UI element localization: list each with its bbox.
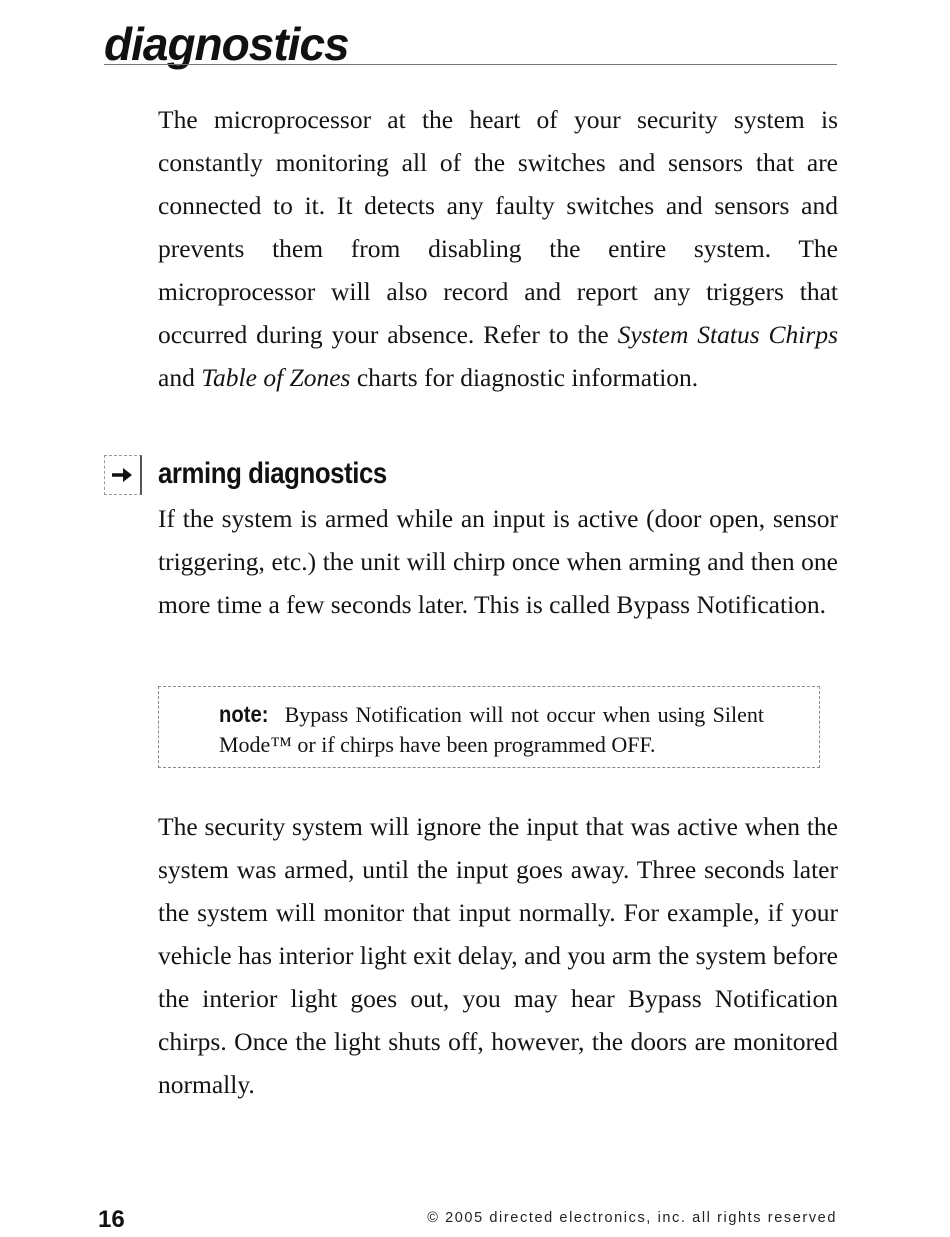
- intro-text-1: The microprocessor at the heart of your security system is constantly monitoring all of the switches and sensors that are connected to it. It detects any faulty switches and sensors and prevents them from disabling the entire system. The microprocessor will also record and report any triggers that occurred during your absence. Refer to the: [158, 105, 838, 349]
- note-label: note:: [219, 701, 269, 727]
- table-of-zones-reference: Table of Zones: [201, 363, 351, 392]
- arrow-right-icon: [104, 455, 142, 495]
- section-title: arming diagnostics: [158, 457, 387, 490]
- title-rule: [104, 64, 837, 65]
- intro-text-3: charts for diagnostic information.: [350, 363, 699, 392]
- intro-paragraph: [158, 98, 838, 399]
- note-text: [219, 699, 764, 760]
- ignore-input-paragraph: The security system will ignore the input that was active when the system was armed, until the input goes away. Three seconds later the system will monitor that input normally. For example, if your vehicle has interior light exit delay, and you arm the system before the interior light goes out, you may hear Bypass Notification chirps. Once the light shuts off, however, the doors are monitored normally.: [158, 812, 838, 1099]
- system-status-chirps-reference: System Status Chirps: [617, 320, 838, 349]
- arming-paragraph: If the system is armed while an input is active (door open, sensor triggering, etc.) the unit will chirp once when arming and then one more time a few seconds later. This is called Bypass Notification.: [158, 504, 838, 619]
- note-body: Bypass Notification will not occur when using Silent Mode™ or if chirps have been programmed OFF.: [219, 702, 764, 757]
- note-box: [158, 686, 820, 768]
- page-title: diagnostics: [104, 18, 349, 70]
- page-number: 16: [98, 1206, 125, 1233]
- copyright-notice: © 2005 directed electronics, inc. all rights reserved: [427, 1210, 837, 1226]
- intro-text-2: and: [158, 363, 202, 392]
